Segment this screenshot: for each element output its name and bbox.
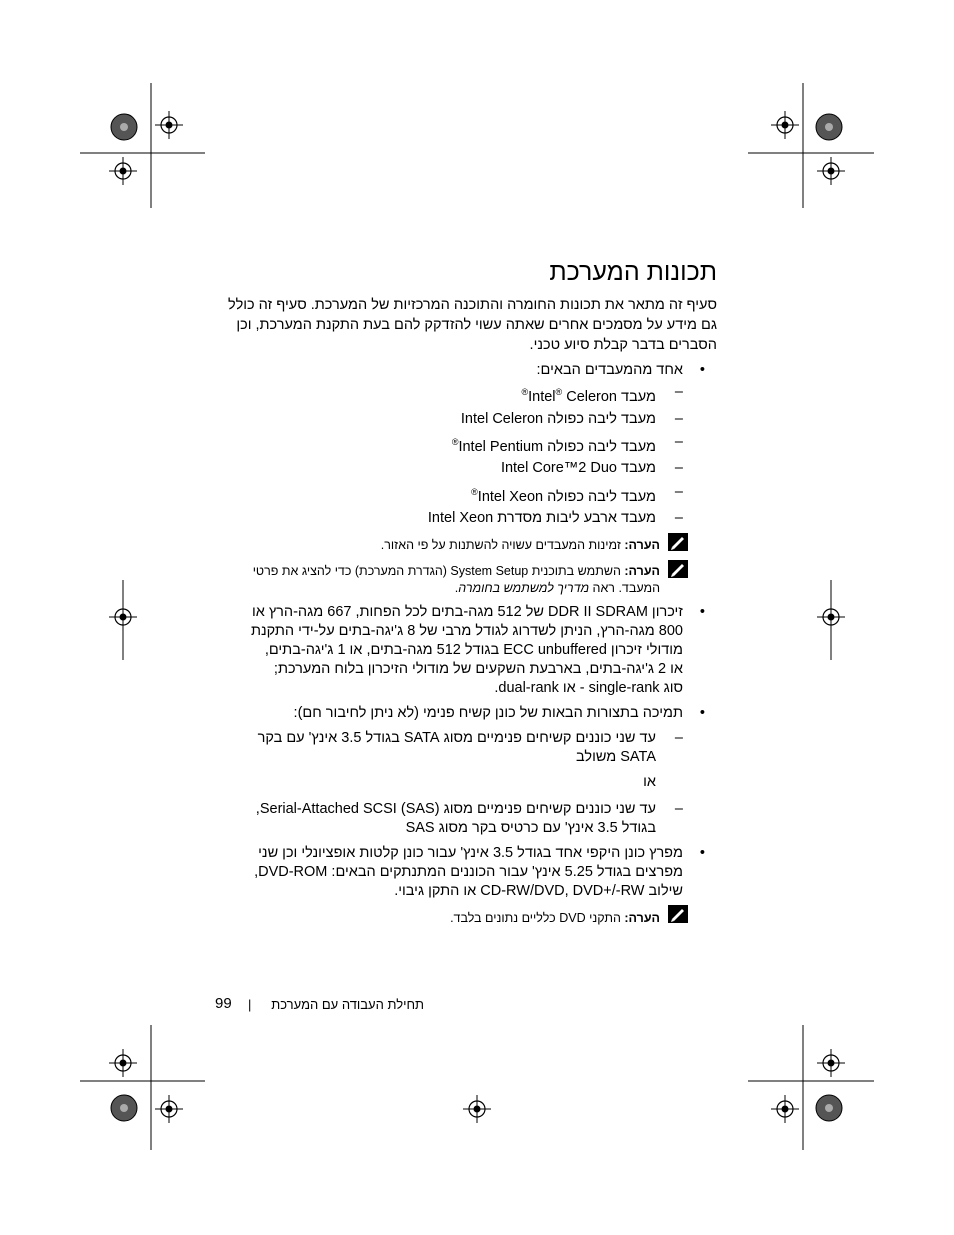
list-item-memory: • זיכרון DDR II SDRAM של 512 מגה-בתים לכל הפחות, 667 מגה-הרץ או 800 מגה-הרץ, הניתן לשדרוג לגודל מרבי של 8 ג'יגה-בתים על-ידי התקנת מודולי זיכרון ECC unbuffered בגודל 512 מגה-בתים, או 1 ג'יגה-בתים, או 2 ג'יגה-בתים, בארבעת השקעים של מודולי הזיכרון בלוח המערכת; סוג single-rank - או dual-rank. xyxy=(250,604,705,696)
list-item-storage: • תמיכה בתצורות הבאות של כונן קשיח פנימי (לא ניתן לחיבור חם): xyxy=(293,705,705,721)
list-item-cpu-6: – מעבד ארבע ליבות מסדרת Intel Xeon xyxy=(427,510,683,526)
bullet-icon: • xyxy=(699,362,705,378)
note-pencil-icon xyxy=(668,533,688,551)
footer-separator: | xyxy=(248,997,252,1012)
list-item-cpu-3: – מעבד ליבה כפולה Intel Pentium® xyxy=(451,434,683,455)
bullet-icon: • xyxy=(699,604,705,620)
list-item-cpu-5: – מעבד ליבה כפולה Intel Xeon® xyxy=(471,484,683,505)
bullet-icon: • xyxy=(699,845,705,861)
note-dvd: הערה: התקני DVD כלליים נתונים בלבד. xyxy=(450,911,660,925)
note-system-setup: הערה: השתמש בתוכנית System Setup (הגדרת המערכת) כדי להציג את פרטי המעבד. ראה מדריך למשתמש בחומרה. xyxy=(252,564,660,595)
list-item-storage-sas: – עד שני כוננים קשיחים פנימיים מסוג Serial-Attached SCSI (SAS), בגודל 3.5 אינץ' עם כרטיס בקר מסוג SAS xyxy=(255,801,683,836)
intro-paragraph: סעיף זה מתאר את תכונות החומרה והתוכנה המרכזיות של המערכת. סעיף זה כולל גם מידע על מסמכים אחרים שאתה עשוי להזדקק להם בעת התקנת המערכת, וכן הסברים בדבר קבלת סיוע טכני. xyxy=(228,297,717,353)
bullet-icon: • xyxy=(699,705,705,721)
note-availability: הערה: זמינות המעבדים עשויה להשתנות על פי האזור. xyxy=(380,538,660,552)
footer-section-title: תחילת העבודה עם המערכת xyxy=(271,997,424,1012)
list-item-storage-sata: – עד שני כוננים קשיחים פנימיים מסוג SATA בגודל 3.5 אינץ' עם בקר SATA משולב xyxy=(257,730,683,765)
or-separator: או xyxy=(643,774,656,790)
list-item-drive-bays: • מפרץ כונן היקפי אחד בגודל 3.5 אינץ' עבור כונן קלטות אופציונלי וכן שני מפרצים בגודל 5.25 אינץ' עבור הכוננים המתנתקים הבאים: DVD-ROM, שילוב CD-RW/DVD, DVD+/-RW או התקן גיבוי. xyxy=(254,845,705,899)
list-item-cpu-4: – מעבד Intel Core™2 Duo xyxy=(500,460,683,476)
list-item-cpu-1: – מעבד Intel® Celeron® xyxy=(521,384,683,405)
list-item-cpu-2: – מעבד ליבה כפולה Intel Celeron xyxy=(460,411,683,427)
page-title: תכונות המערכת xyxy=(549,258,717,286)
note-pencil-icon xyxy=(668,560,688,578)
page-number: 99 xyxy=(215,995,232,1012)
list-item-processors xyxy=(213,361,705,380)
hardware-manual-reference: מדריך למשתמש בחומרה xyxy=(458,581,590,595)
note-pencil-icon xyxy=(668,905,688,923)
processors-label: אחד מהמעבדים הבאים: xyxy=(536,362,683,378)
